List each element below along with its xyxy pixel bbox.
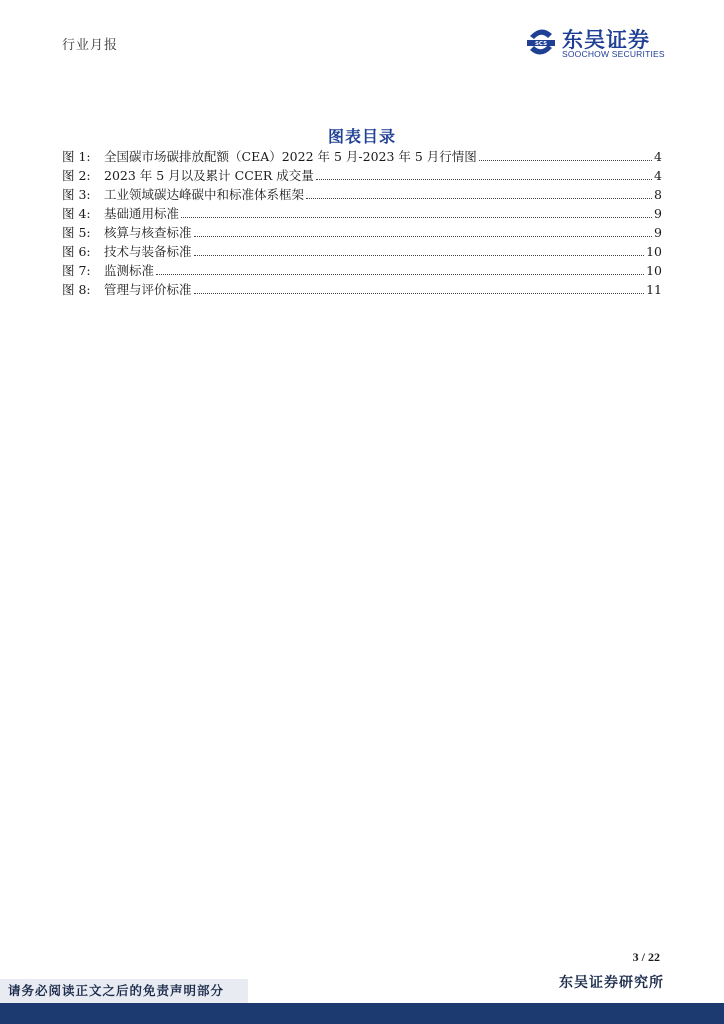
page-number: 3 / 22 [632,950,660,964]
toc-title: 图表目录 [327,127,396,146]
toc-item[interactable] [62,185,662,204]
toc-item-title: 监测标准 [104,263,155,278]
toc-item-number: 图 6: [62,244,91,259]
logo-english-name: SOOCHOW SECURITIES [562,49,665,59]
toc-item-number: 图 7: [62,263,91,278]
toc-leader-dots [156,265,644,275]
toc-leader-dots [194,246,645,256]
toc-item-page: 8 [654,187,662,202]
toc-leader-dots [479,151,652,161]
toc-item-title: 全国碳市场碳排放配额（CEA）2022 年 5 月-2023 年 5 月行情图 [104,149,477,164]
toc-item-title: 2023 年 5 月以及累计 CCER 成交量 [104,168,314,183]
toc-item-title: 技术与装备标准 [104,244,192,259]
toc-item-page: 10 [646,244,662,259]
toc-item-page: 9 [654,225,662,240]
toc-item-page: 4 [654,168,662,183]
toc-item-number: 图 3: [62,187,91,202]
toc-item[interactable] [62,204,662,223]
logo-mark-text: SCS [534,41,548,47]
toc-item-title: 核算与核查标准 [104,225,192,240]
toc-leader-dots [316,170,652,180]
scs-logo-icon [524,26,558,60]
footer-bar [0,1003,724,1024]
toc-leader-dots [306,189,652,199]
toc-item-title: 工业领域碳达峰碳中和标准体系框架 [104,187,305,202]
toc-leader-dots [194,284,645,294]
toc-item-page: 9 [654,206,662,221]
toc-item[interactable] [62,261,662,280]
toc-item-number: 图 1: [62,149,91,164]
logo-chinese-name: 东吴证券 [562,28,650,52]
toc-list [62,147,662,299]
toc-item-title: 基础通用标准 [104,206,180,221]
toc-item-number: 图 8: [62,282,91,297]
toc-item-number: 图 2: [62,168,91,183]
toc-item-page: 4 [654,149,662,164]
toc-item[interactable] [62,223,662,242]
toc-leader-dots [194,227,653,237]
toc-item[interactable] [62,242,662,261]
toc-item-title: 管理与评价标准 [104,282,192,297]
footer-disclaimer: 请务必阅读正文之后的免责声明部分 [0,979,248,1003]
toc-leader-dots [181,208,652,218]
toc-item-page: 11 [646,282,662,297]
toc-item-number: 图 5: [62,225,91,240]
toc-item[interactable] [62,166,662,185]
report-type-label: 行业月报 [62,38,119,53]
footer-organization: 东吴证券研究所 [559,975,664,991]
toc-item[interactable] [62,147,662,166]
toc-item-number: 图 4: [62,206,91,221]
toc-item[interactable] [62,280,662,299]
toc-item-page: 10 [646,263,662,278]
company-logo [524,24,674,62]
